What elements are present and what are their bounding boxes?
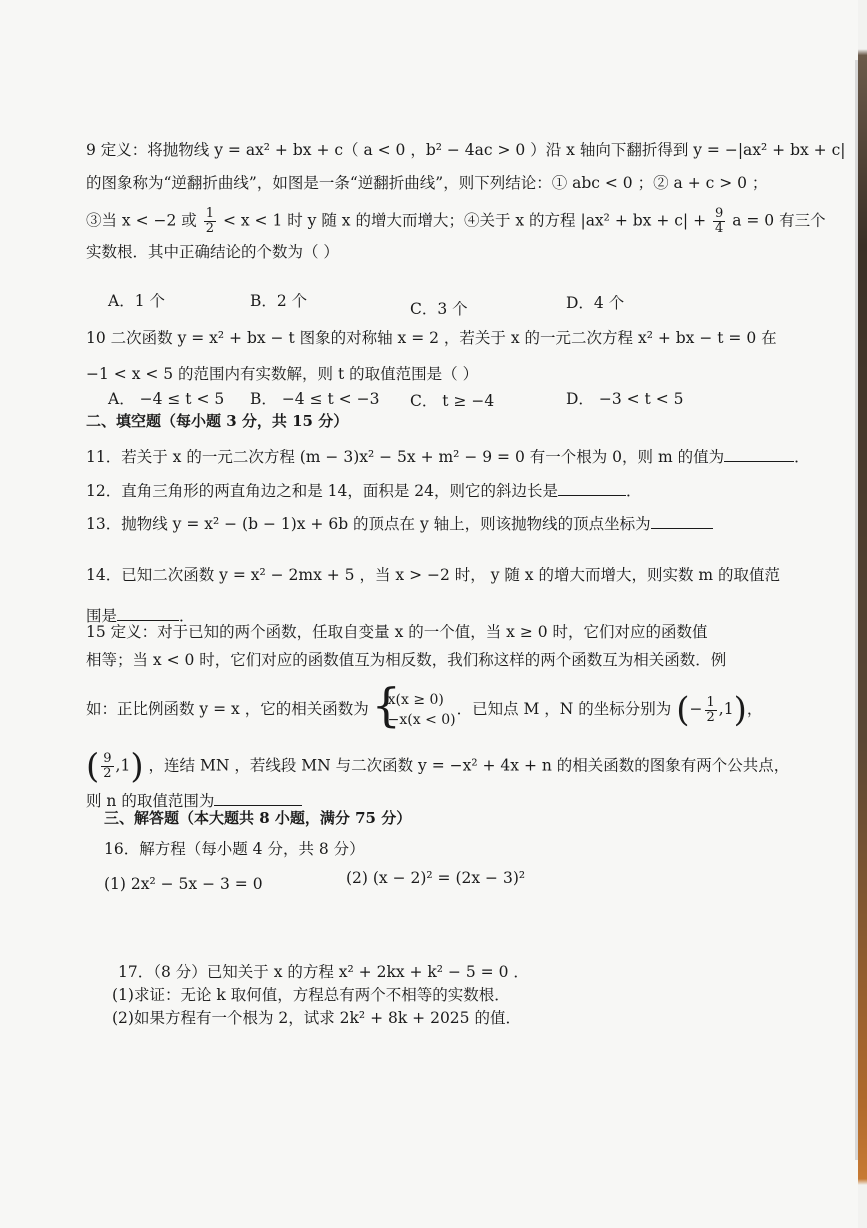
section-fill-in-header: 二、填空题（每小题 3 分，共 15 分） [86,412,349,430]
q16-title: 16．解方程（每小题 4 分，共 8 分） [104,840,365,858]
point-n-x-fraction: $\frac{9}{2}$ [103,751,112,781]
q12: 12．直角三角形的两直角边之和是 14，面积是 24，则它的斜边长是 ． [86,482,642,500]
q10-line2: −1 < x < 5 的范围内有实数解，则 t 的取值范围是（ ） [86,365,479,383]
q9-line4: 实数根．其中正确结论的个数为（ ） [86,243,339,261]
point-m-x-fraction: $\frac{1}{2}$ [706,694,715,725]
q14-answer-blank[interactable] [117,606,179,621]
q13-answer-blank[interactable] [651,514,713,529]
q12-answer-blank[interactable] [558,481,626,496]
q9-fraction-nine-quarters: $\frac{9}{4}$ [715,206,724,236]
q9-option-b: B．2 个 [250,292,308,310]
q9-option-d: D．4 个 [566,294,625,312]
q15-line5: 则 n 的取值范围为 [86,791,302,811]
scan-edge-strip [858,0,867,1228]
q14-line2: 围是 ． [86,607,195,625]
q15-line1: 15 定义：对于已知的两个函数，任取自变量 x 的一个值，当 x ≥ 0 时，它们对应的函数值 [86,623,708,641]
related-function-piecewise: { x(x ≥ 0) −x(x < 0) [371,678,456,732]
q16-part1: (1) 2x² − 5x − 3 = 0 [104,875,263,893]
q13: 13．抛物线 y = x² − (b − 1)x + 6b 的顶点在 y 轴上，则该抛物线的顶点坐标为 [86,514,713,534]
q17-part1: (1)求证：无论 k 取何值，方程总有两个不相等的实数根． [112,986,510,1004]
q14-line1: 14．已知二次函数 y = x² − 2mx + 5 ，当 x > −2 时， y 随 x 的增大而增大，则实数 m 的取值范 [86,566,781,584]
section-solve-header: 三、解答题（本大题共 8 小题，满分 75 分） [104,809,412,827]
q9-line1: 9 定义：将抛物线 y = ax² + bx + c（ a < 0 ，b² − 4ac > 0 ）沿 x 轴向下翻折得到 y = −|ax² + bx + c| [86,141,846,159]
q15-answer-blank[interactable] [214,791,302,806]
q9-option-c: C．3 个 [410,300,468,318]
q15-line2: 相等；当 x < 0 时，它们对应的函数值互为相反数，我们称这样的两个函数互为相关函数．例 [86,651,727,669]
q9-option-a: A．1 个 [108,292,165,310]
q10-option-c: C． t ≥ −4 [410,392,495,410]
q15-line3: 如：正比例函数 y = x ，它的相关函数为 { x(x ≥ 0) −x(x < 0) ．已知点 M ，N 的坐标分别为 (− $\frac{1}{2}$ ,1)， [86,678,763,732]
q17-part2: (2)如果方程有一个根为 2，试求 2k² + 8k + 2025 的值． [112,1009,521,1027]
q10-option-b: B． −4 ≤ t < −3 [250,390,380,408]
q11-answer-blank[interactable] [724,447,794,462]
q9-fraction-half: $\frac{1}{2}$ [205,206,215,236]
q17-title: 17．（8 分）已知关于 x 的方程 x² + 2kx + k² − 5 = 0 ． [118,963,529,981]
q16-part2: (2) (x − 2)² = (2x − 3)² [346,869,526,887]
q10-line1: 10 二次函数 y = x² + bx − t 图象的对称轴 x = 2 ，若关于 x 的一元二次方程 x² + bx − t = 0 在 [86,329,777,347]
q15-line4: ( $\frac{9}{2}$ ,1) ，连结 MN ，若线段 MN 与二次函数 y = −x² + 4x + n 的相关函数的图象有两个公共点， [86,746,790,787]
q11: 11．若关于 x 的一元二次方程 (m − 3)x² − 5x + m² − 9 = 0 有一个根为 0，则 m 的值为 ． [86,448,810,466]
q10-option-a: A． −4 ≤ t < 5 [108,390,225,408]
q10-option-d: D． −3 < t < 5 [566,390,684,408]
q9-line2: 的图象称为“逆翻折曲线”，如图是一条“逆翻折曲线”，则下列结论：① abc < 0 ；② a + c > 0 ； [86,174,768,192]
q9-line3: ③当 x < −2 或 $\frac{1}{2}$ < x < 1 时 y 随 x 的增大而增大；④关于 x 的方程 |ax² + bx + c| + $\frac{9}{4}$ a = 0 有三个 [86,206,826,236]
left-brace-icon: { [371,678,401,732]
